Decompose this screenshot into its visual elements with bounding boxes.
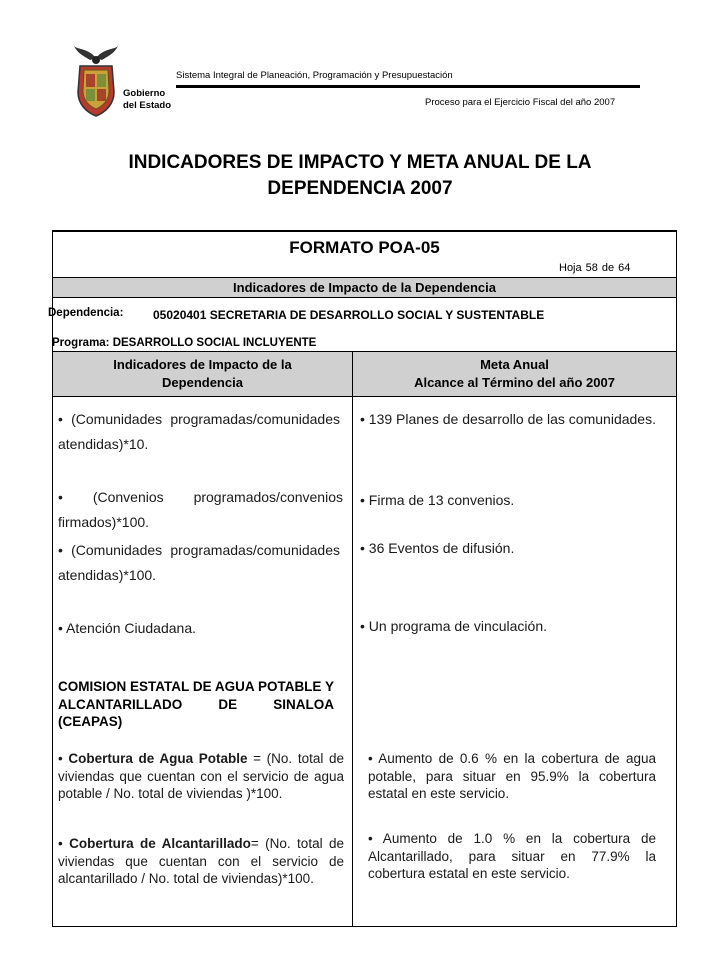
column-divider: [352, 397, 353, 926]
goal-item: • 139 Planes de desarrollo de las comunidades.: [360, 411, 656, 427]
ceapas-heading: COMISION ESTATAL DE AGUA POTABLE Y ALCANTARILLADO DE SINALOA (CEAPAS): [58, 679, 334, 729]
sheet-number: Hoja 58 de 64: [559, 262, 631, 274]
state-coat-of-arms-logo: [72, 44, 120, 118]
page-title: INDICADORES DE IMPACTO Y META ANUAL DE LA DEPENDENCIA 2007: [128, 152, 592, 199]
goal-item: • Un programa de vinculación.: [360, 618, 547, 634]
column-header-goal: Meta Anual Alcance al Término del año 2007: [352, 351, 677, 397]
government-label: Gobierno del Estado: [123, 88, 172, 111]
indicator-item: • Cobertura de Agua Potable = (No. total de viviendas que cuentan con el servicio de agua potable / No. total de viviendas )*100.: [58, 751, 344, 801]
system-name: Sistema Integral de Planeación, Programación y Presupuestación: [176, 70, 453, 81]
indicator-item: • Atención Ciudadana.: [58, 620, 197, 636]
section-header: Indicadores de Impacto de la Dependencia: [52, 277, 677, 298]
column-header-indicators: Indicadores de Impacto de la Dependencia: [52, 351, 353, 397]
programa-label: Programa: DESARROLLO SOCIAL INCLUYENTE: [52, 337, 317, 349]
dependencia-label: Dependencia:: [48, 307, 124, 319]
dependencia-value: 05020401 SECRETARIA DE DESARROLLO SOCIAL Y SUSTENTABLE: [153, 308, 545, 322]
fiscal-process: Proceso para el Ejercicio Fiscal del año 2007: [425, 97, 616, 108]
form-title: FORMATO POA-05: [289, 238, 440, 257]
indicator-item: • Cobertura de Alcantarillado= (No. total de viviendas que cuentan con el servicio de alcantarillado / No. total de viviendas)*100.: [58, 836, 344, 886]
goal-item: • Firma de 13 convenios.: [360, 492, 515, 508]
indicator-item: • (Comunidades programadas/comunidades atendidas)*10.: [58, 411, 340, 452]
goal-item: • Aumento de 0.6 % en la cobertura de agua potable, para situar en 95.9% la cobertura estatal en este servicio.: [368, 751, 656, 801]
indicator-item: • (Convenios programados/convenios firmados)*100.: [58, 489, 343, 530]
indicator-item: • (Comunidades programadas/comunidades atendidas)*100.: [58, 542, 340, 583]
goal-item: • 36 Eventos de difusión.: [360, 540, 515, 556]
goal-item: • Aumento de 1.0 % en la cobertura de Alcantarillado, para situar en 77.9% la cobertura estatal en este servicio.: [368, 831, 656, 881]
header-divider: [176, 85, 640, 88]
